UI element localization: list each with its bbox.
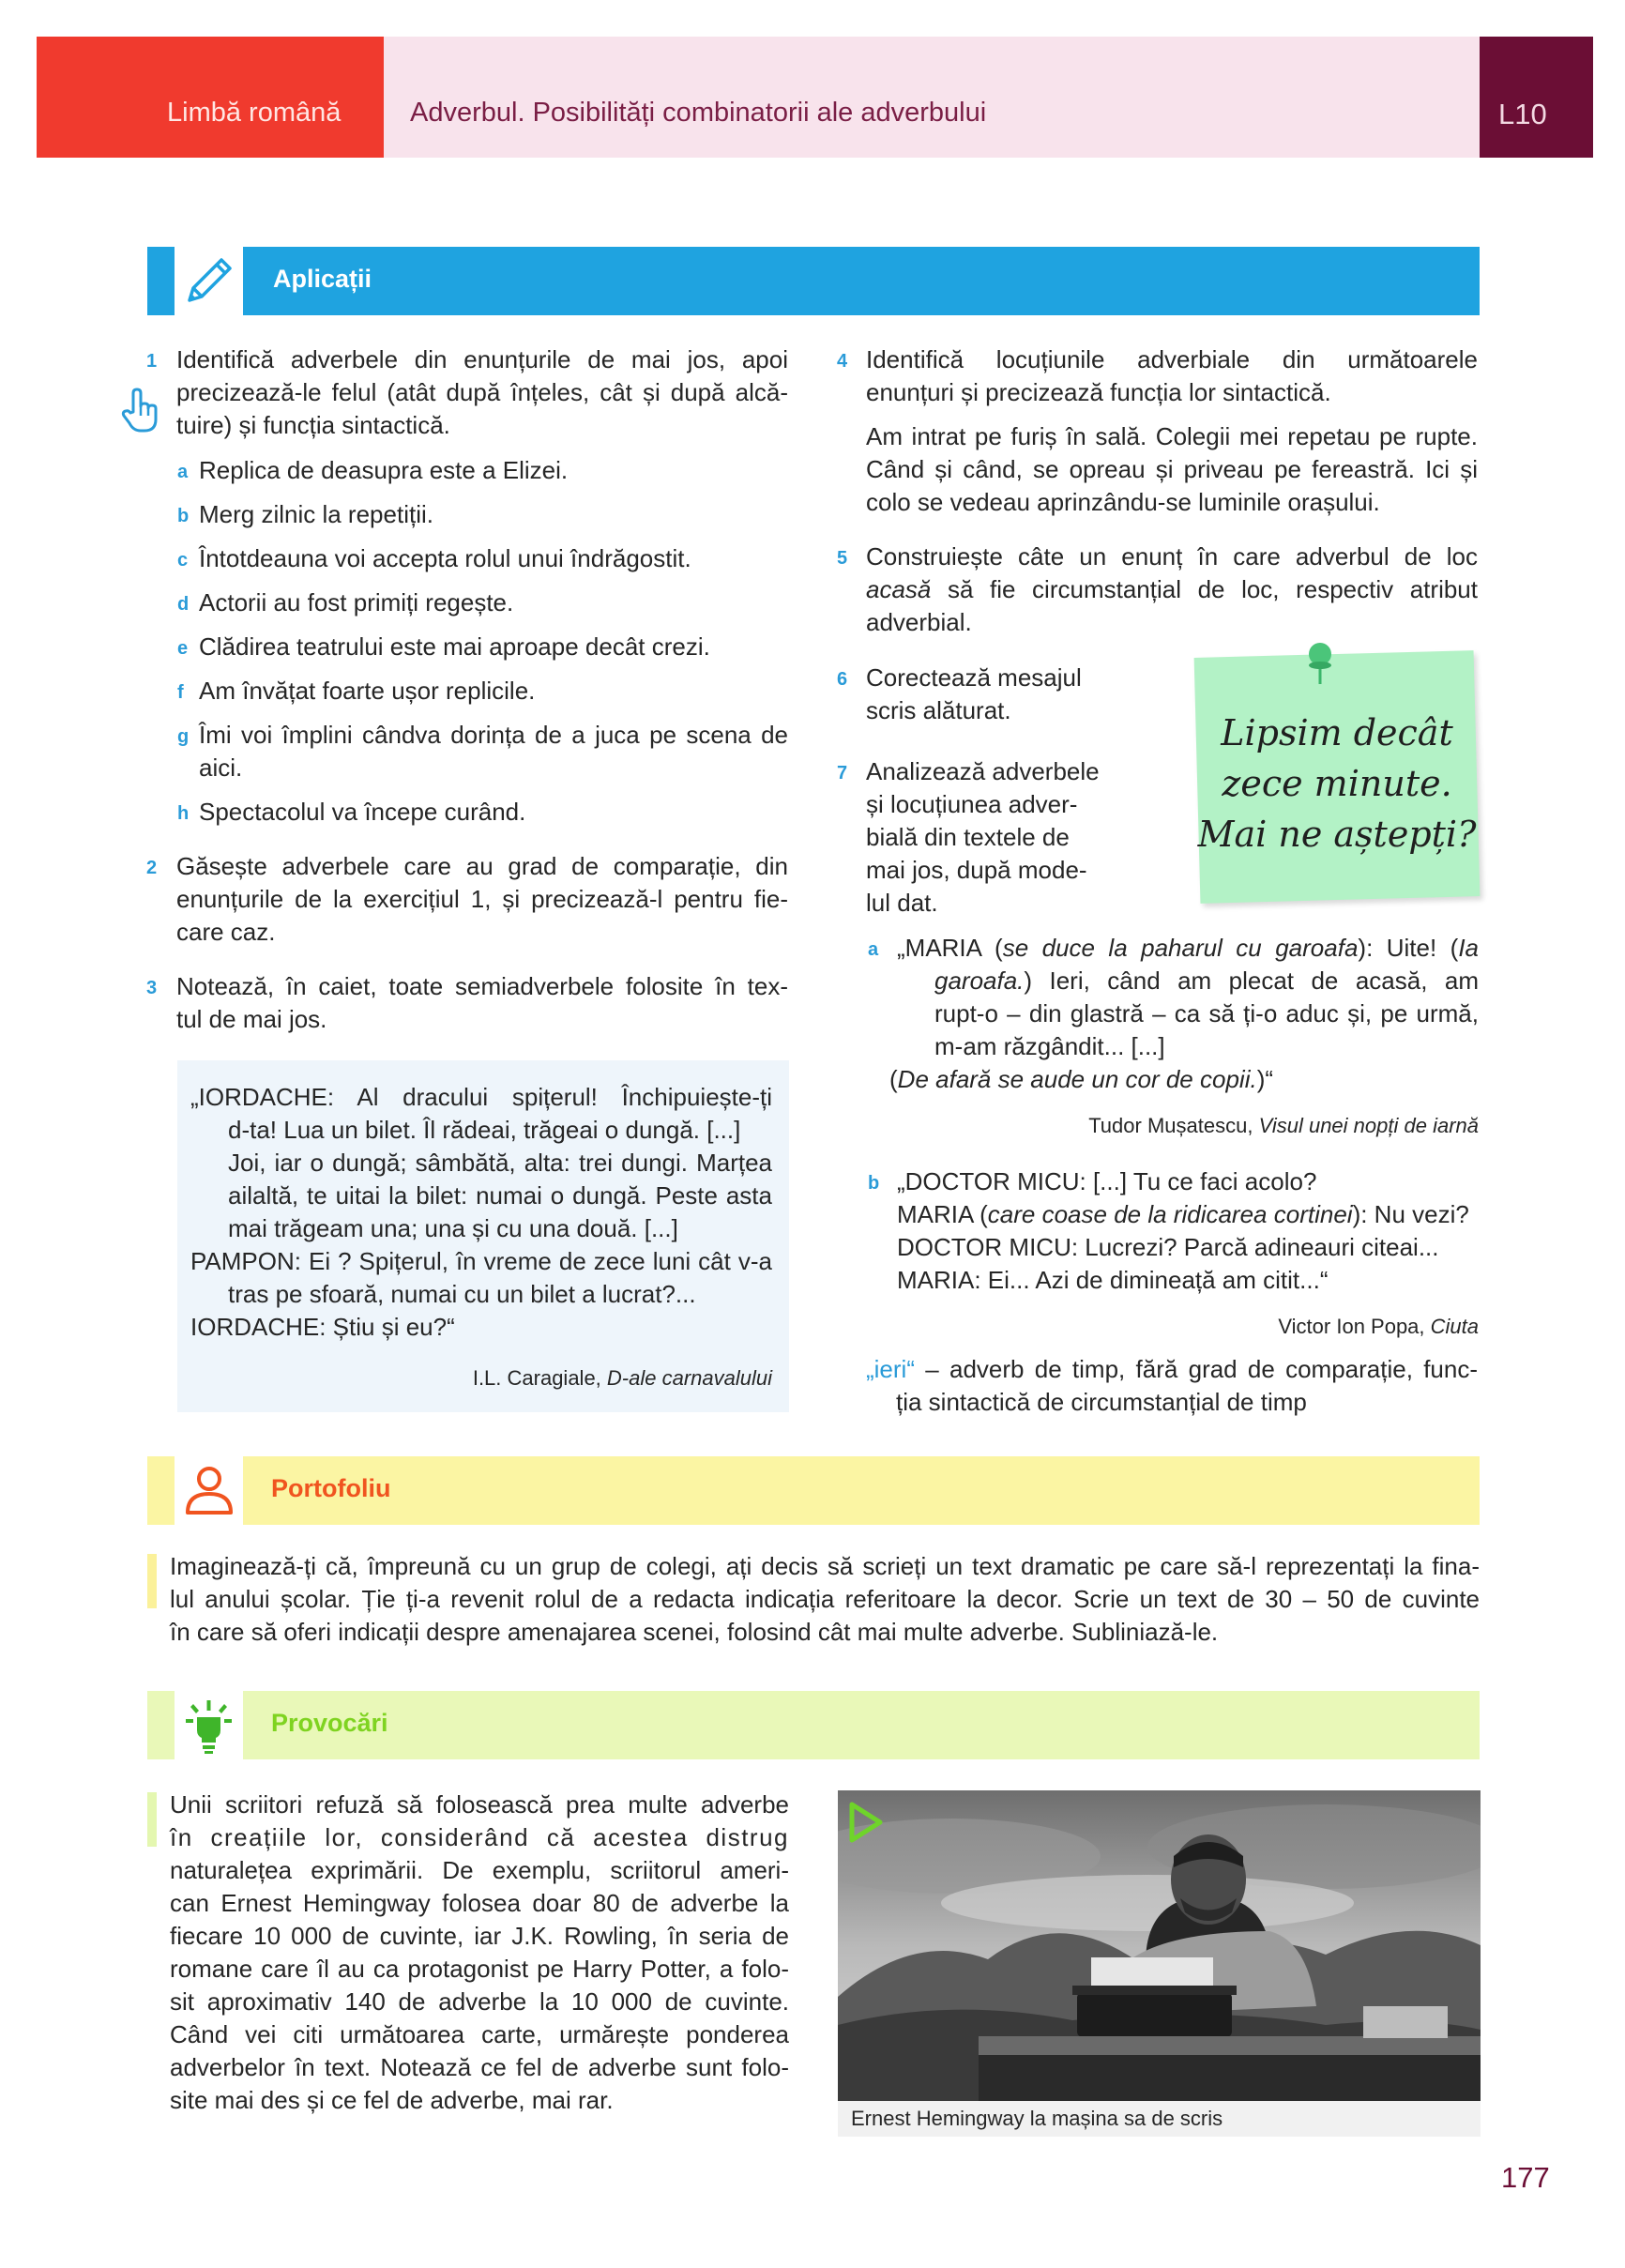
ex7-line: mai jos, după mode- — [866, 856, 1087, 884]
provocari-line: adverbelor în text. Notează ce fel de adverbe sunt folo- — [170, 2053, 789, 2081]
quoteB-line2: MARIA (care coase de la ridicarea cortinei): Nu vezi? — [897, 1200, 1469, 1228]
quoteA-line3: rupt-o – din glastră – ca să ți-o aduc și, pe urmă, — [934, 999, 1479, 1027]
quoteB-line4: MARIA: Ei... Azi de dimineață am citit...“ — [897, 1266, 1329, 1294]
quoteB-letter: b — [868, 1173, 880, 1194]
ex2-line3: care caz. — [176, 918, 276, 946]
ex1-item-letter: g — [177, 726, 190, 747]
provocari-line: fiecare 10 000 de cuvinte, iar J.K. Rowling, în seria de — [170, 1922, 789, 1950]
ex1-item-text: Merg zilnic la repetiții. — [199, 500, 433, 528]
quote3-line: PAMPON: Ei ? Spițerul, în vreme de zece luni cât v-a — [190, 1247, 772, 1275]
ex1-item-text: Întotdeauna voi accepta rolul unui îndrăgostit. — [199, 544, 691, 572]
quoteB-line3: DOCTOR MICU: Lucrezi? Parcă adineauri citeai... — [897, 1233, 1439, 1261]
ex7-number: 7 — [837, 763, 848, 784]
ex1-number: 1 — [146, 351, 158, 372]
portofoliu-line3: în care să oferi indicații despre amenajarea scenei, folosind cât mai multe adverbe. Subliniază-le. — [170, 1618, 1219, 1646]
ex4-text2: Când și când, se opreau și priveau pe fereastră. Ici și — [866, 455, 1478, 483]
ex1-item-text: Replica de deasupra este a Elizei. — [199, 456, 569, 484]
ex1-item-text: Am învățat foarte ușor replicile. — [199, 677, 536, 705]
photo-illustration — [838, 1790, 1481, 2101]
provocari-line: naturalețea exprimării. De exemplu, scriitorul ameri- — [170, 1856, 789, 1884]
quote3-line: ailaltă, te uitai la bilet: numai o dungă. Peste asta — [228, 1181, 772, 1210]
ex1-line3: tuire) și funcția sintactică. — [176, 411, 450, 439]
provocari-icon-box — [175, 1691, 243, 1759]
ex1-item-letter: f — [177, 682, 184, 703]
ex3-line1: Notează, în caiet, toate semiadverbele folosite în tex- — [176, 972, 788, 1000]
sticky-line: Lipsim decât — [1221, 712, 1453, 753]
header-title: Adverbul. Posibilități combinatorii ale adverbului — [410, 98, 987, 128]
ex6-line1: Corectează mesajul — [866, 663, 1082, 692]
quoteB-author: Victor Ion Popa, — [1278, 1315, 1431, 1338]
ex7-line: lul dat. — [866, 889, 938, 917]
portofoliu-title: Portofoliu — [271, 1474, 391, 1502]
play-icon[interactable] — [847, 1800, 885, 1845]
photo-caption: Ernest Hemingway la mașina sa de scris — [851, 2107, 1223, 2130]
quoteA-line4: m-am răzgândit... [...] — [934, 1032, 1165, 1060]
quoteA-line2: garoafa.) Ieri, când am plecat de acasă, am — [934, 967, 1479, 995]
ex3-line2: tul de mai jos. — [176, 1005, 327, 1033]
ex1-line1: Identifică adverbele din enunțurile de mai jos, apoi — [176, 345, 788, 373]
lightbulb-icon — [175, 1691, 243, 1759]
ex4-line1: Identifică locuțiunile adverbiale din următoarele — [866, 345, 1478, 373]
quote3-line: mai trăgeam una; una și cu una două. [...] — [228, 1214, 678, 1242]
ex1-item-text: Spectacolul va începe curând. — [199, 798, 526, 826]
quoteA-author: Tudor Mușatescu, — [1088, 1114, 1259, 1137]
ex7-line: Analizează adverbele — [866, 757, 1100, 785]
hemingway-photo — [838, 1790, 1481, 2101]
sticky-line: Mai ne aștepți? — [1197, 814, 1477, 855]
quote3-line: tras pe sfoară, numai cu un bilet a lucrat?... — [228, 1280, 696, 1308]
quoteA-line1: „MARIA (se duce la paharul cu garoafa): Uite! (Ia — [897, 934, 1479, 962]
quote3-line: d-ta! Lua un bilet. Îl rădeai, trăgeai o dungă. [...] — [228, 1116, 741, 1144]
portofoliu-line1: Imaginează-ți că, împreună cu un grup de colegi, ați decis să scrieți un text dramatic pe care să-l reprezentați la fina- — [170, 1552, 1480, 1580]
ex2-line1: Găsește adverbele care au grad de comparație, din — [176, 852, 788, 880]
ex1-item-text: Îmi voi împlini cândva dorința de a juca pe scena de — [199, 721, 788, 749]
portofoliu-line2: lul anului școlar. Ție ți-a revenit rolul de a redacta indicația referitoare la decor. Scrie un text de 30 – 50 de cuvinte — [170, 1585, 1480, 1613]
ex4-text1: Am intrat pe furiș în sală. Colegii mei repetau pe rupte. — [866, 422, 1478, 450]
hand-pointer-icon — [120, 388, 161, 434]
pushpin-icon — [1304, 641, 1336, 686]
ex1-item-letter: h — [177, 803, 190, 824]
header-lesson: L10 — [1498, 98, 1547, 130]
pencil-icon — [175, 247, 243, 315]
ex5-number: 5 — [837, 548, 848, 569]
quote3-author: I.L. Caragiale, — [472, 1366, 607, 1390]
ex6-number: 6 — [837, 669, 848, 690]
quoteB-work: Ciuta — [1430, 1315, 1479, 1338]
portofoliu-icon-box — [175, 1456, 243, 1525]
ex7-line: bială din textele de — [866, 823, 1070, 851]
aplicatii-title: Aplicații — [273, 265, 372, 293]
ex1-item-text: Clădirea teatrului este mai aproape decât crezi. — [199, 632, 710, 661]
ex1-item-letter: c — [177, 550, 189, 571]
ex1-item-letter: e — [177, 638, 189, 659]
provocari-line: site mai des și ce fel de adverbe, mai rar. — [170, 2086, 614, 2114]
quoteA-letter: a — [868, 939, 879, 960]
quoteA-work: Visul unei nopți de iarnă — [1258, 1114, 1479, 1137]
ex6-line2: scris alăturat. — [866, 696, 1011, 724]
header-subject: Limbă română — [167, 98, 342, 128]
ex4-number: 4 — [837, 351, 848, 372]
quote3-line: Joi, iar o dungă; sâmbătă, alta: trei dungi. Marțea — [228, 1149, 772, 1177]
model-word: „ieri“ — [866, 1355, 915, 1383]
quote3-line: „IORDACHE: Al dracului spițerul! Închipuiește-ți — [190, 1083, 772, 1111]
ex4-text3: colo se vedeau aprinzându-se luminile orașului. — [866, 488, 1380, 516]
portofoliu-marker — [147, 1554, 157, 1608]
quoteA-line5: (De afară se aude un cor de copii.)“ — [889, 1065, 1274, 1093]
quoteB-line1: „DOCTOR MICU: [...] Tu ce faci acolo? — [897, 1167, 1317, 1195]
provocari-line: can Ernest Hemingway folosea doar 80 de adverbe la — [170, 1889, 789, 1917]
model-line2: ția sintactică de circumstanțial de timp — [896, 1388, 1307, 1416]
provocari-title: Provocări — [271, 1709, 388, 1737]
provocari-line: în creațiile lor, considerând că acestea distrug — [170, 1823, 789, 1851]
ex1-item-text-cont: aici. — [199, 753, 243, 782]
ex7-line: și locuțiunea adver- — [866, 790, 1078, 818]
provocari-marker — [147, 1792, 157, 1847]
provocari-line: Unii scriitori refuză să folosească prea multe adverbe — [170, 1790, 789, 1819]
provocari-line: romane care îl au ca protagonist pe Harry Potter, a folo- — [170, 1955, 789, 1983]
ex4-line2: enunțuri și precizează funcția lor sintactică. — [866, 378, 1331, 406]
quote3-source — [394, 1366, 772, 1391]
provocari-line: Când vei citi următoarea carte, urmărește ponderea — [170, 2020, 789, 2048]
ex1-line2: precizează-le felul (atât după înțeles, cât și după alcă- — [176, 378, 788, 406]
ex1-item-text: Actorii au fost primiți regește. — [199, 588, 514, 616]
provocari-line: sit aproximativ 140 de adverbe la 10 000 de cuvinte. — [170, 1987, 789, 2016]
ex5-line2-rest: să fie circumstanțial de loc, respectiv atribut — [931, 575, 1478, 603]
ex1-item-letter: a — [177, 462, 189, 482]
ex2-line2: enunțurile de la exercițiul 1, și precizează-l pentru fie- — [176, 885, 788, 913]
ex5-line1: Construiește câte un enunț în care adverbul de loc — [866, 542, 1478, 571]
ex5-line2 — [866, 573, 1478, 606]
ex2-number: 2 — [146, 858, 158, 878]
ex1-item-letter: d — [177, 594, 190, 615]
sticky-line: zece minute. — [1222, 763, 1452, 804]
ex1-item-letter: b — [177, 506, 190, 526]
quote3-work: D-ale carnavalului — [606, 1366, 772, 1390]
quote3-line: IORDACHE: Știu și eu?“ — [190, 1313, 455, 1341]
person-icon — [175, 1456, 243, 1525]
ex5-line3: adverbial. — [866, 608, 972, 636]
aplicatii-icon-box — [175, 247, 243, 315]
model-line1: „ieri“ – adverb de timp, fără grad de comparație, func- — [866, 1355, 1478, 1383]
quoteB-source — [938, 1315, 1479, 1339]
ex5-word: acasă — [866, 575, 932, 603]
ex3-number: 3 — [146, 978, 158, 998]
page-number: 177 — [1501, 2161, 1550, 2194]
quoteA-source — [938, 1114, 1479, 1138]
